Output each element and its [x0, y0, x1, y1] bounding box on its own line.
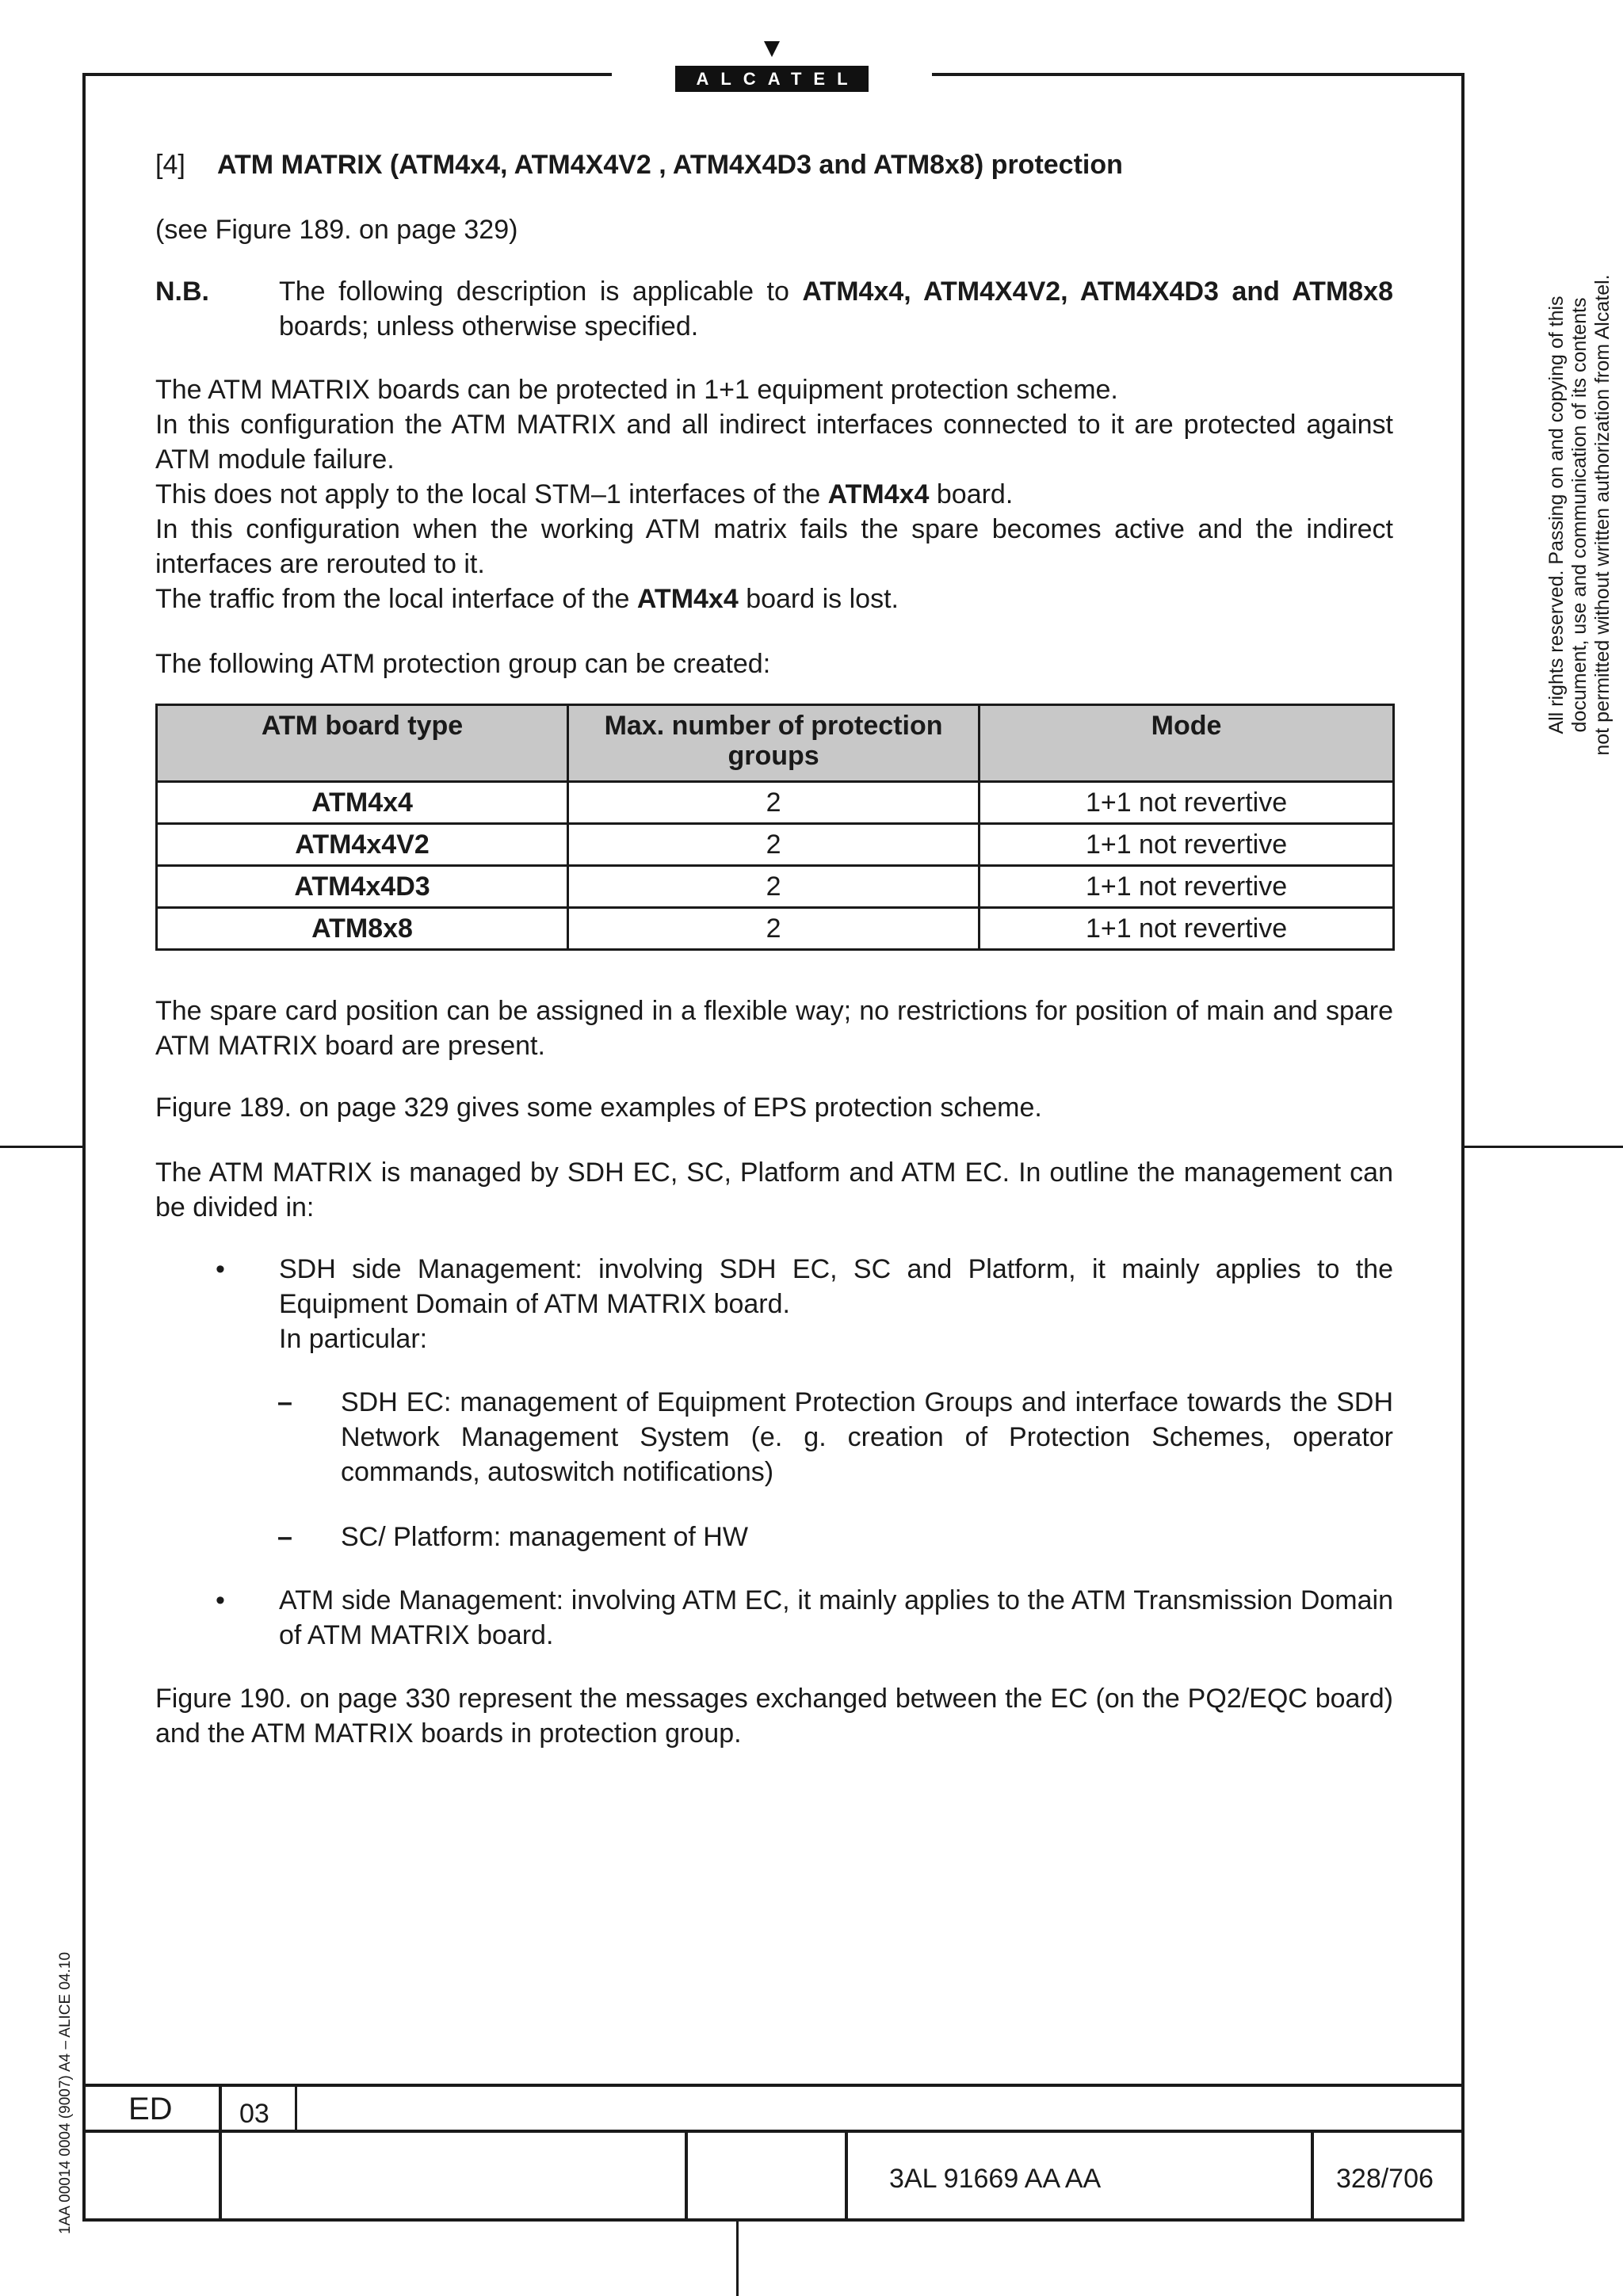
intro-line-4: In this configuration when the working ATM matrix fails the spare becomes active and the indirect interfaces are rerouted to it. — [155, 514, 1393, 579]
intro-line-2: In this configuration the ATM MATRIX and all indirect interfaces connected to it are protected against ATM module failure. — [155, 410, 1393, 475]
footer-top-line — [82, 2084, 1465, 2087]
cell-board: ATM4x4D3 — [157, 866, 568, 908]
table-row — [157, 908, 1394, 950]
intro-paragraph — [155, 372, 1393, 616]
sdh-ec-item: SDH EC: management of Equipment Protection Groups and interface towards the SDH Network Management System (e. g. creation of Protection Schemes, operator commands, autoswitch notifications) — [341, 1387, 1393, 1487]
bullet-icon: • — [216, 1585, 225, 1615]
section-number: [4] — [155, 150, 185, 180]
header-mode: Mode — [980, 705, 1394, 782]
cell-mode: 1+1 not revertive — [980, 908, 1394, 950]
see-figure-ref: (see Figure 189. on page 329) — [155, 215, 518, 245]
footer-divider — [219, 2084, 222, 2222]
table-header-row — [157, 705, 1394, 782]
footer-divider — [1311, 2131, 1314, 2222]
intro-line-5-start: The traffic from the local interface of the — [155, 584, 637, 614]
footer-mid-line — [82, 2130, 1465, 2133]
cell-mode: 1+1 not revertive — [980, 866, 1394, 908]
intro-line-5 — [155, 582, 1393, 616]
section-heading — [155, 147, 1123, 182]
cell-max: 2 — [568, 908, 980, 950]
dash-icon: – — [277, 1387, 292, 1417]
fold-mark-bottom — [736, 2222, 739, 2296]
table-row — [157, 782, 1394, 824]
cell-mode: 1+1 not revertive — [980, 824, 1394, 866]
intro-line-5-board: ATM4x4 — [636, 584, 739, 614]
copyright-line-1: All rights reserved. Passing on and copying of this — [1545, 296, 1568, 734]
frame-top-left — [82, 73, 612, 76]
header-board-type: ATM board type — [157, 705, 568, 782]
dash-icon: – — [277, 1522, 292, 1552]
frame-bottom — [82, 2218, 1465, 2222]
intro-line-3-board: ATM4x4 — [827, 479, 930, 509]
margin-mark-left — [0, 1146, 82, 1148]
copyright-line-3: not permitted without written authorization from Alcatel. — [1591, 274, 1613, 756]
intro-line-1: The ATM MATRIX boards can be protected in 1+1 equipment protection scheme. — [155, 375, 1118, 405]
cell-max: 2 — [568, 866, 980, 908]
cell-board: ATM4x4V2 — [157, 824, 568, 866]
cell-mode: 1+1 not revertive — [980, 782, 1394, 824]
page-number: 328/706 — [1336, 2164, 1434, 2194]
section-title: ATM MATRIX (ATM4x4, ATM4X4V2 , ATM4X4D3 and ATM8x8) protection — [217, 150, 1123, 180]
intro-line-3-end: board. — [929, 479, 1014, 509]
edition-value: 03 — [239, 2099, 269, 2129]
margin-mark-right — [1465, 1146, 1623, 1148]
sdh-management-item — [279, 1252, 1393, 1356]
intro-line-5-end: board is lost. — [738, 584, 899, 614]
copyright-notice — [1545, 230, 1614, 800]
sdh-particular-text: In particular: — [279, 1324, 428, 1354]
bullet-icon: • — [216, 1254, 225, 1284]
nb-label: N.B. — [155, 277, 209, 307]
protection-group-table — [155, 704, 1395, 951]
copyright-line-2: document, use and communication of its contents — [1568, 297, 1591, 733]
figure-ref-paragraph: Figure 189. on page 329 gives some examples of EPS protection scheme. — [155, 1093, 1042, 1123]
alcatel-logo: ALCATEL — [675, 66, 869, 92]
frame-top-right — [932, 73, 1465, 76]
nb-text-boards: ATM4x4, ATM4X4V2, ATM4X4D3 and ATM8x8 — [802, 277, 1393, 307]
closing-paragraph: Figure 190. on page 330 represent the messages exchanged between the EC (on the PQ2/EQC board) and the ATM MATRIX boards in protection group. — [155, 1684, 1393, 1749]
intro-line-3-start: This does not apply to the local STM–1 interfaces of the — [155, 479, 828, 509]
edition-label: ED — [128, 2092, 173, 2126]
spare-paragraph: The spare card position can be assigned in a flexible way; no restrictions for position of main and spare ATM MATRIX board are present. — [155, 996, 1393, 1061]
nb-text-start: The following description is applicable to — [279, 277, 803, 307]
managed-paragraph: The ATM MATRIX is managed by SDH EC, SC, Platform and ATM EC. In outline the management can be divided in: — [155, 1158, 1393, 1222]
nb-text — [279, 274, 1393, 344]
cell-board: ATM8x8 — [157, 908, 568, 950]
table-row — [157, 824, 1394, 866]
cell-board: ATM4x4 — [157, 782, 568, 824]
cell-max: 2 — [568, 824, 980, 866]
table-row — [157, 866, 1394, 908]
document-number: 3AL 91669 AA AA — [889, 2164, 1102, 2194]
group-intro: The following ATM protection group can be created: — [155, 649, 771, 679]
footer-divider — [685, 2131, 688, 2222]
sdh-management-text: SDH side Management: involving SDH EC, SC and Platform, it mainly applies to the Equipment Domain of ATM MATRIX board. — [279, 1254, 1393, 1319]
intro-line-3 — [155, 477, 1393, 512]
logo-triangle-icon — [764, 41, 780, 57]
cell-max: 2 — [568, 782, 980, 824]
nb-text-end: boards; unless otherwise specified. — [279, 311, 699, 341]
atm-management-item: ATM side Management: involving ATM EC, it mainly applies to the ATM Transmission Domain of ATM MATRIX board. — [279, 1585, 1393, 1650]
footer-divider — [295, 2084, 297, 2131]
footer-divider — [845, 2131, 848, 2222]
frame-left — [82, 73, 86, 2222]
sc-platform-item: SC/ Platform: management of HW — [341, 1522, 748, 1552]
header-max-groups: Max. number of protection groups — [568, 705, 980, 782]
form-reference-code: 1AA 00014 0004 (9007) A4 – ALICE 04.10 — [57, 1951, 74, 2234]
